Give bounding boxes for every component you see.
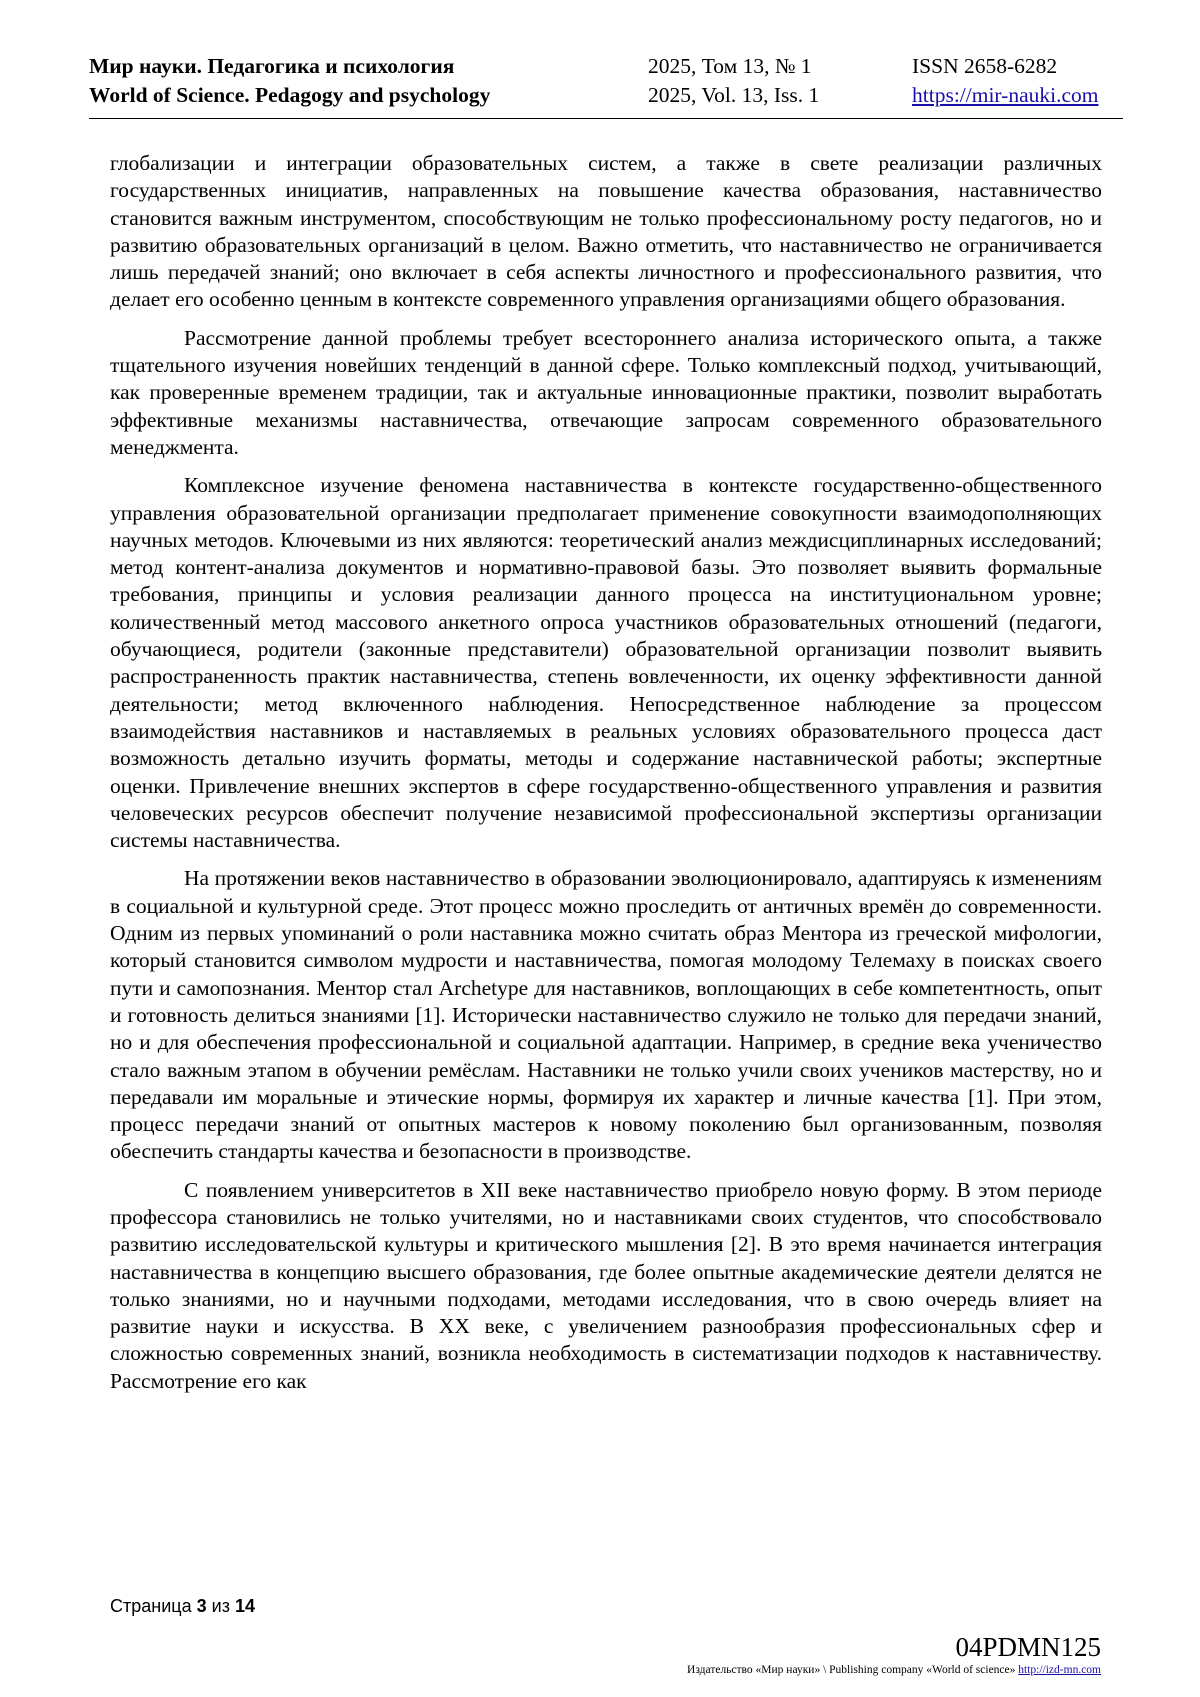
page-total: 14 xyxy=(234,1596,255,1616)
issue-info-en: 2025, Vol. 13, Iss. 1 xyxy=(648,83,820,107)
journal-title-ru: Мир науки. Педагогика и психология xyxy=(89,54,455,78)
article-code: 04PDMN125 xyxy=(955,1632,1101,1662)
journal-title-en: World of Science. Pedagogy and psychology xyxy=(89,83,491,107)
paragraph: Рассмотрение данной проблемы требует всестороннего анализа исторического опыта, а также тщательного изучения новейших тенденций в данной сфере. Только комплексный подход, учитывающий, как проверенные временем традиции, так и актуальные инновационные практики, позволит выработать эффективные механизмы наставничества, отвечающие запросам современного образовательного менеджмента. xyxy=(110,325,1102,459)
paragraph: С появлением университетов в XII веке наставничество приобрело новую форму. В этом периоде профессора становились не только учителями, но и наставниками своих студентов, что способствовало развитию исследовательской культуры и критического мышления [2]. В это время начинается интеграция наставничества в концепцию высшего образования, где более опытные академические деятели делятся не только знаниями, но и научными подходами, методами исследования, что в свою очередь влияет на развитие науки и искусства. В XX веке, с увеличением разнообразия профессиональных сфер и сложностью современных знаний, возникла необходимость в систематизации подходов к наставничеству. Рассмотрение его как xyxy=(110,1177,1102,1393)
issn-block xyxy=(912,52,1098,110)
paragraph: Комплексное изучение феномена наставничества в контексте государственно-общественного управления образовательной организации предполагает применение совокупности взаимодополняющих научных методов. Ключевыми из них являются: теоретический анализ междисциплинарных исследований; метод контент-анализа документов и нормативно-правовой базы. Это позволяет выявить формальные требования, принципы и условия реализации данного процесса на институциональном уровне; количественный метод массового анкетного опроса участников образовательных отношений (педагоги, обучающиеся, родители (законные представители) образовательной организации позволит выявить распространенность практик наставничества, степень вовлеченности, их оценку эффективности данной деятельности; метод включенного наблюдения. Непосредственное наблюдение за процессом взаимодействия наставников и наставляемых в реальных условиях образовательного процесса даст возможность детально изучить форматы, методы и содержание наставнической работы; экспертные оценки. Привлечение внешних экспертов в сфере государственно-общественного управления и развития человеческих ресурсов обеспечит получение независимой профессиональной экспертизы организации системы наставничества. xyxy=(110,473,1102,853)
journal-header xyxy=(89,52,1123,119)
page-current: 3 xyxy=(196,1596,207,1616)
publisher-link[interactable]: http://izd-mn.com xyxy=(1018,1664,1101,1676)
page-number xyxy=(110,1596,255,1617)
issn-number: ISSN 2658-6282 xyxy=(912,54,1058,78)
publisher-text: Издательство «Мир науки» \ Publishing company «World of science» xyxy=(687,1664,1016,1676)
publisher-line xyxy=(687,1664,1101,1676)
article-body xyxy=(110,150,1102,1406)
paragraph: глобализации и интеграции образовательных систем, а также в свете реализации различных государственных инициатив, направленных на повышение качества образования, наставничество становится важным инструментом, способствующим не только профессиональному росту педагогов, но и развитию образовательных организаций в целом. Важно отметить, что наставничество не ограничивается лишь передачей знаний; оно включает в себя аспекты личностного и профессионального развития, что делает его особенно ценным в контексте современного управления организациями общего образования. xyxy=(110,151,1102,312)
page-label: Страница xyxy=(110,1596,192,1616)
paragraph: На протяжении веков наставничество в образовании эволюционировало, адаптируясь к изменениям в социальной и культурной среде. Этот процесс можно проследить от античных времён до современности. Одним из первых упоминаний о роли наставника можно считать образ Ментора из греческой мифологии, который становится символом мудрости и наставничества, помогая молодому Телемаху в поисках своего пути и самопознания. Ментор стал Archetype для наставников, воплощающих в себе компетентность, опыт и готовность делиться знаниями [1]. Исторически наставничество служило не только для передачи знаний, но и для обеспечения профессиональной и социальной адаптации. Например, в средние века ученичество стало важным этапом в обучении ремёслам. Наставники не только учили своих учеников мастерству, но и передавали им моральные и этические нормы, формируя их характер и личные качества [1]. При этом, процесс передачи знаний от опытных мастеров к новому поколению был организованным, позволяя обеспечить стандарты качества и безопасности в производстве. xyxy=(110,866,1102,1164)
issue-info xyxy=(648,52,819,110)
page-of: из xyxy=(211,1596,230,1616)
issue-info-ru: 2025, Том 13, № 1 xyxy=(648,54,812,78)
journal-website-link[interactable]: https://mir-nauki.com xyxy=(912,83,1099,107)
journal-title xyxy=(89,52,490,110)
